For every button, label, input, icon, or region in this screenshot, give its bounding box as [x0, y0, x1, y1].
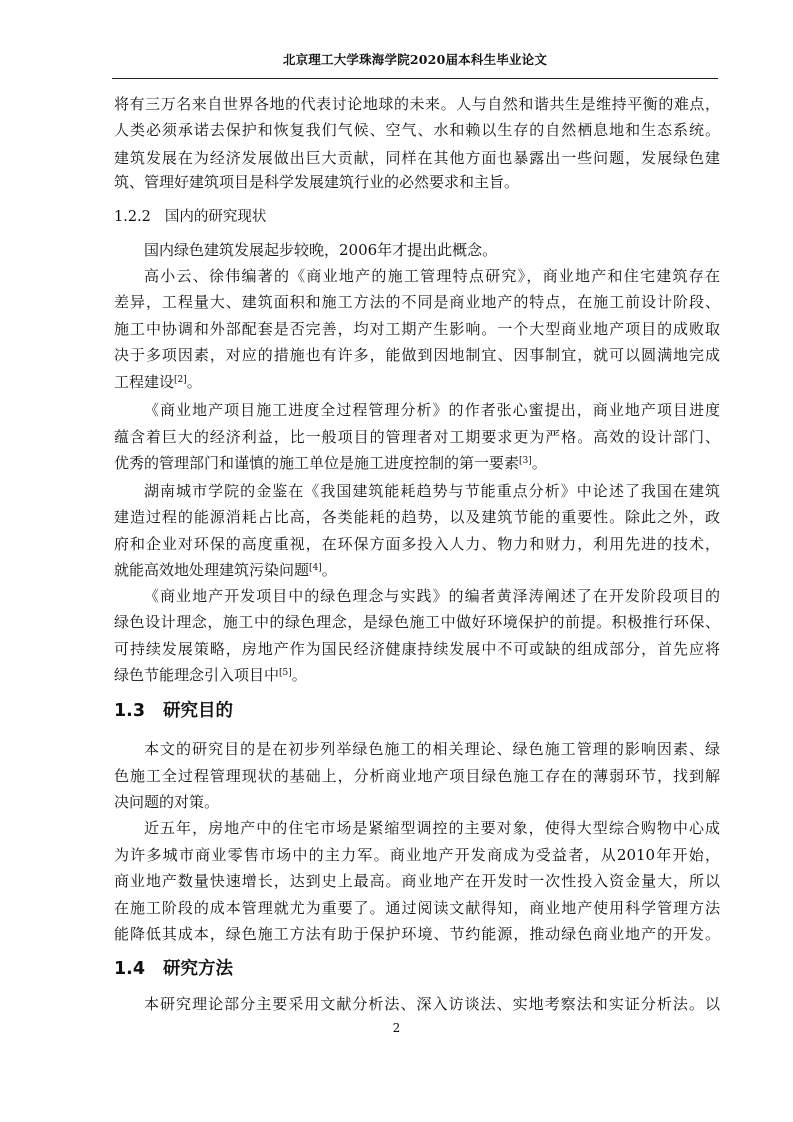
text-line	[144, 818, 720, 838]
line-text: 工程建设	[114, 373, 175, 391]
text-line	[114, 345, 720, 365]
citation-ref: [4]	[309, 563, 322, 573]
line-text: 本研究理论部分主要采用文献分析法、深入访谈法、实地考察法和实证分析法。以	[144, 995, 720, 1013]
line-text: 可持续发展策略，房地产作为国民经济健康持续发展中不可或缺的组成部分，首先应将	[114, 640, 720, 658]
text-line	[114, 453, 720, 473]
text-line	[114, 507, 720, 527]
section-number: 1.3	[114, 701, 146, 721]
text-line	[144, 994, 720, 1014]
text-line	[114, 372, 720, 392]
line-text: 建筑发展在为经济发展做出巨大贡献，同样在其他方面也暴露出一些问题，发展绿色建	[114, 149, 720, 167]
line-text: 能降低其成本，绿色施工方法有助于保护环境、节约能源，推动绿色商业地产的开发。	[114, 925, 720, 943]
section-heading-1-2-2	[114, 207, 266, 227]
section-title: 研究目的	[163, 701, 234, 721]
line-text: 国内绿色建筑发展起步较晚，2006年才提出此概念。	[144, 241, 498, 259]
line-text-end: 。	[291, 666, 307, 684]
line-text: 将有三万名来自世界各地的代表讨论地球的未来。人与自然和谐共生是维持平衡的难点，	[114, 95, 720, 113]
line-text: 湖南城市学院的金鉴在《我国建筑能耗趋势与节能重点分析》中论述了我国在建筑	[144, 482, 720, 500]
text-line	[114, 639, 720, 659]
line-text: 绿色设计理念，施工中的绿色理念，是绿色施工中做好环境保护的前提。积极推行环保、	[114, 613, 720, 631]
line-text: 《商业地产项目施工进度全过程管理分析》的作者张心蜜提出，商业地产项目进度	[144, 401, 720, 419]
text-line	[114, 427, 720, 447]
running-header: 北京理工大学珠海学院2020届本科生毕业论文	[282, 52, 548, 67]
text-line	[144, 481, 720, 501]
citation-ref: [5]	[279, 668, 292, 678]
text-line	[144, 739, 720, 759]
line-text: 决问题的对策。	[114, 793, 220, 811]
line-text: 近五年，房地产中的住宅市场是紧缩型调控的主要对象，使得大型综合购物中心成	[144, 819, 720, 837]
text-line	[114, 148, 720, 168]
text-line	[114, 845, 720, 865]
section-title: 国内的研究现状	[164, 209, 267, 225]
line-text: 高小云、徐伟编著的《商业地产的施工管理特点研究》，商业地产和住宅建筑存在	[144, 267, 720, 285]
line-text: 施工中协调和外部配套是否完善，均对工期产生影响。一个大型商业地产项目的成败取	[114, 320, 720, 338]
line-text: 就能高效地处理建筑污染问题	[114, 561, 310, 579]
text-line	[114, 172, 720, 192]
line-text: 人类必须承诺去保护和恢复我们气候、空气、水和赖以生存的自然栖息地和生态系统。	[114, 121, 720, 139]
line-text-end: 。	[186, 373, 202, 391]
citation-ref: [2]	[174, 375, 187, 385]
section-number: 1.4	[114, 959, 146, 979]
text-line	[114, 560, 720, 580]
citation-ref: [3]	[519, 456, 532, 466]
section-title: 研究方法	[163, 959, 234, 979]
line-text: 筑、管理好建筑项目是科学发展建筑行业的必然要求和主旨。	[114, 173, 520, 191]
line-text: 色施工全过程管理现状的基础上，分析商业地产项目绿色施工存在的薄弱环节，找到解	[114, 767, 720, 785]
text-line	[114, 319, 720, 339]
line-text-end: 。	[321, 561, 337, 579]
text-line	[114, 871, 720, 891]
line-text: 府和企业对环保的高度重视，在环保方面多投入人力、物力和财力，利用先进的技术，	[114, 535, 720, 553]
section-heading-1-4	[114, 958, 233, 980]
line-text: 为许多城市商业零售市场中的主力军。商业地产开发商成为受益者，从2010年开始，	[114, 846, 720, 864]
section-heading-1-3	[114, 700, 233, 722]
text-line	[144, 240, 720, 260]
section-number: 1.2.2	[114, 209, 151, 225]
line-text: 本文的研究目的是在初步列举绿色施工的相关理论、绿色施工管理的影响因素、绿	[144, 740, 720, 758]
text-line	[114, 665, 720, 685]
line-text: 《商业地产开发项目中的绿色理念与实践》的编者黄泽涛阐述了在开发阶段项目的	[144, 587, 720, 605]
text-line	[114, 924, 720, 944]
line-text: 商业地产数量快速增长，达到史上最高。商业地产在开发时一次性投入资金量大，所以	[114, 872, 720, 890]
text-line	[114, 534, 720, 554]
text-line	[144, 586, 720, 606]
text-line	[114, 120, 720, 140]
line-text: 建造过程的能源消耗占比高，各类能耗的趋势，以及建筑节能的重要性。除此之外，政	[114, 508, 720, 526]
text-line	[114, 792, 720, 812]
line-text: 差异，工程量大、建筑面积和施工方法的不同是商业地产的特点，在施工前设计阶段、	[114, 293, 720, 311]
text-line	[114, 94, 720, 114]
line-text-end: 。	[531, 454, 547, 472]
text-line	[144, 400, 720, 420]
text-line	[114, 612, 720, 632]
text-line	[144, 266, 720, 286]
line-text: 优秀的管理部门和谨慎的施工单位是施工进度控制的第一要素	[114, 454, 520, 472]
line-text: 在施工阶段的成本管理就尤为重要了。通过阅读文献得知，商业地产使用科学管理方法	[114, 899, 720, 917]
header-rule	[112, 78, 718, 79]
page-number: 2	[392, 1021, 401, 1035]
line-text: 决于多项因素，对应的措施也有许多，能做到因地制宜、因事制宜，就可以圆满地完成	[114, 346, 720, 364]
line-text: 绿色节能理念引入项目中	[114, 666, 280, 684]
text-line	[114, 766, 720, 786]
text-line	[114, 292, 720, 312]
text-line	[114, 898, 720, 918]
line-text: 蕴含着巨大的经济利益，比一般项目的管理者对工期要求更为严格。高效的设计部门、	[114, 428, 720, 446]
